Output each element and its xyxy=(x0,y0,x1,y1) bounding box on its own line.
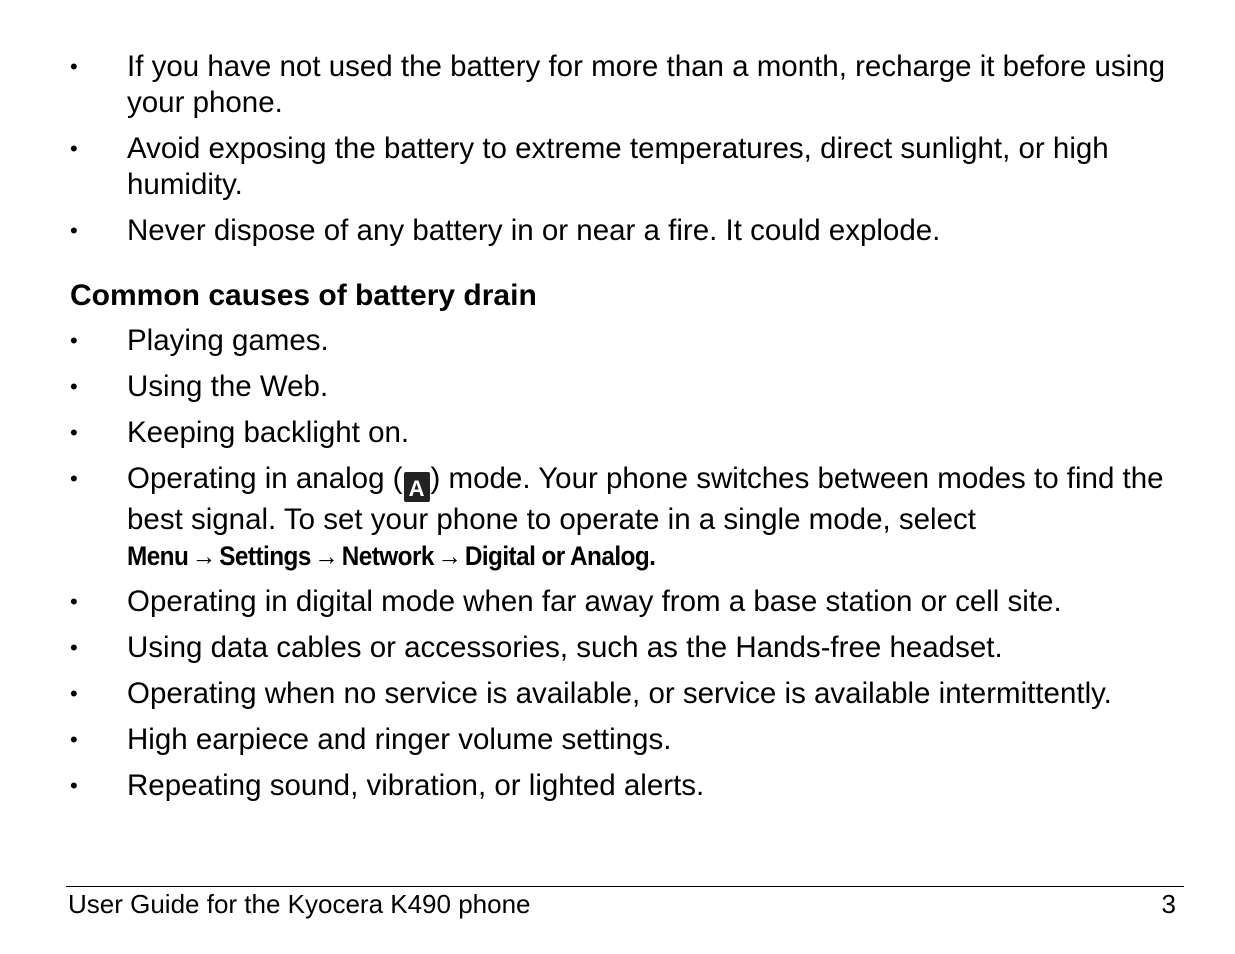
list-item xyxy=(70,131,1180,203)
list-item xyxy=(70,369,1180,405)
section-heading: Common causes of battery drain xyxy=(70,279,537,312)
drain-cause-text: High earpiece and ringer volume settings. xyxy=(127,723,672,756)
footer-divider xyxy=(66,886,1184,887)
bullet-icon: • xyxy=(70,681,78,706)
battery-tip-text: Never dispose of any battery in or near a fire. It could explode. xyxy=(127,214,941,247)
list-item xyxy=(70,630,1180,666)
list-item xyxy=(70,415,1180,451)
menu-path-step: Network xyxy=(341,541,434,571)
list-item xyxy=(70,49,1180,121)
bullet-icon: • xyxy=(70,54,78,79)
page-number: 3 xyxy=(1161,889,1176,919)
battery-drain-list xyxy=(70,323,1180,814)
bullet-icon: • xyxy=(70,328,78,353)
menu-path-step: Digital or Analog. xyxy=(464,541,656,571)
drain-cause-text: Using the Web. xyxy=(127,370,329,403)
bullet-icon: • xyxy=(70,635,78,660)
arrow-right-icon: → xyxy=(437,541,462,571)
arrow-right-icon: → xyxy=(191,541,216,571)
bullet-icon: • xyxy=(70,589,78,614)
bullet-icon: • xyxy=(70,218,78,243)
menu-path-step: Settings xyxy=(219,541,311,571)
battery-tip-text: Avoid exposing the battery to extreme temperatures, direct sunlight, or high humidity. xyxy=(127,132,1109,201)
bullet-icon: • xyxy=(70,420,78,445)
menu-path-step: Menu xyxy=(127,541,189,571)
drain-cause-text: Operating when no service is available, or service is available intermittently. xyxy=(127,677,1112,710)
list-item xyxy=(70,722,1180,758)
analog-mode-icon: A xyxy=(404,472,430,502)
drain-cause-text: ) mode. Your phone switches between modes to find the best signal. To set your phone to operate in a single mode, select xyxy=(127,462,1164,536)
list-item xyxy=(70,461,1180,574)
drain-cause-text: Repeating sound, vibration, or lighted alerts. xyxy=(127,769,705,802)
footer-title: User Guide for the Kyocera K490 phone xyxy=(68,889,531,919)
battery-tip-text: If you have not used the battery for more than a month, recharge it before using your phone. xyxy=(127,50,1166,119)
drain-cause-text: Using data cables or accessories, such as the Hands-free headset. xyxy=(127,631,1003,664)
list-item xyxy=(70,213,1180,249)
drain-cause-text: Operating in digital mode when far away from a base station or cell site. xyxy=(127,585,1062,618)
list-item xyxy=(70,584,1180,620)
list-item xyxy=(70,676,1180,712)
bullet-icon: • xyxy=(70,466,78,491)
drain-cause-text: Keeping backlight on. xyxy=(127,416,410,449)
bullet-icon: • xyxy=(70,773,78,798)
menu-path xyxy=(127,538,655,574)
drain-cause-text: Operating in analog ( xyxy=(127,462,403,495)
list-item xyxy=(70,768,1180,804)
bullet-icon: • xyxy=(70,727,78,752)
drain-cause-text: Playing games. xyxy=(127,324,329,357)
bullet-icon: • xyxy=(70,374,78,399)
list-item xyxy=(70,323,1180,359)
arrow-right-icon: → xyxy=(314,541,339,571)
bullet-icon: • xyxy=(70,136,78,161)
battery-tips-list xyxy=(70,49,1180,259)
